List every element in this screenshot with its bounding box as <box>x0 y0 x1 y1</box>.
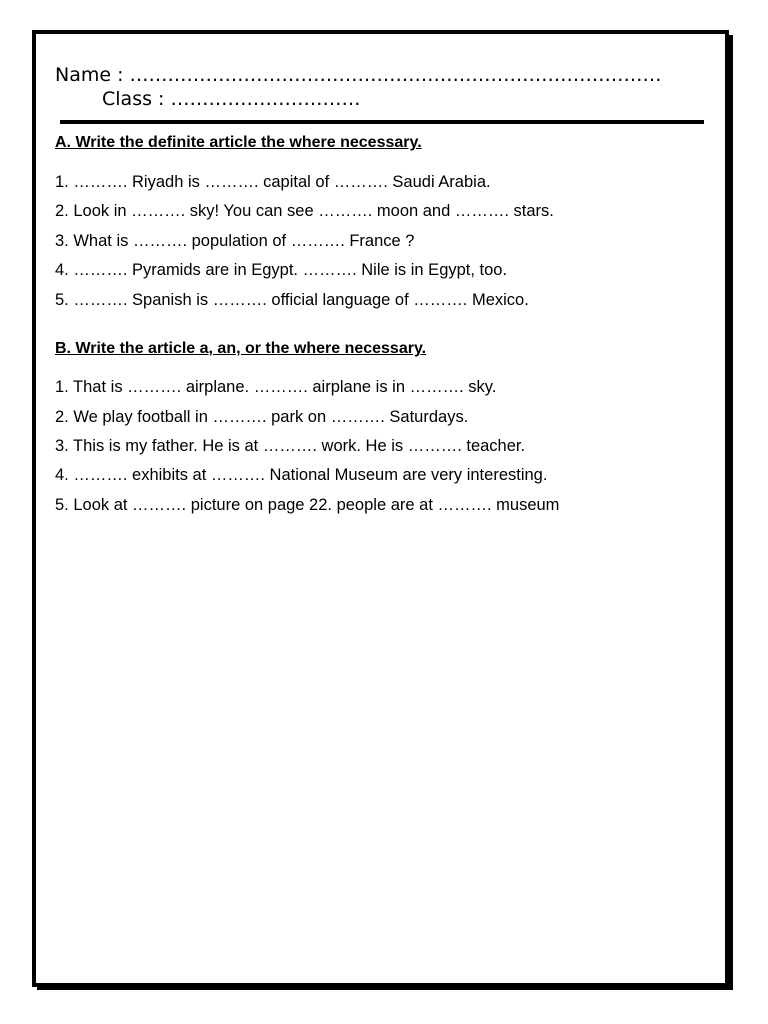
section-a-item-3: 3. What is ………. population of ………. France ? <box>55 232 415 250</box>
header-divider <box>60 120 704 124</box>
section-b-item-3: 3. This is my father. He is at ………. work. He is ………. teacher. <box>55 437 526 455</box>
section-b-item-1: 1. That is ………. airplane. ………. airplane is in ………. sky. <box>55 378 497 396</box>
section-a-item-2: 2. Look in ………. sky! You can see ………. moon and ………. stars. <box>55 202 554 220</box>
section-b-title: B. Write the article a, an, or the where necessary. <box>55 340 427 357</box>
section-a-title: A. Write the definite article the where necessary. <box>55 134 422 151</box>
section-a-item-4: 4. ………. Pyramids are in Egypt. ………. Nile is in Egypt, too. <box>55 261 508 279</box>
section-b-item-4: 4. ………. exhibits at ………. National Museum are very interesting. <box>55 466 548 484</box>
class-line: Class : ………………………… <box>102 88 361 110</box>
name-line: Name : ………………………………………………………………………… <box>55 64 662 86</box>
section-b-item-2: 2. We play football in ………. park on ………. Saturdays. <box>55 408 469 426</box>
section-a-item-5: 5. ………. Spanish is ………. official language of ………. Mexico. <box>55 291 529 309</box>
section-b-item-5: 5. Look at ………. picture on page 22. people are at ………. museum <box>55 496 560 514</box>
section-a-item-1: 1. ………. Riyadh is ………. capital of ………. Saudi Arabia. <box>55 173 491 191</box>
